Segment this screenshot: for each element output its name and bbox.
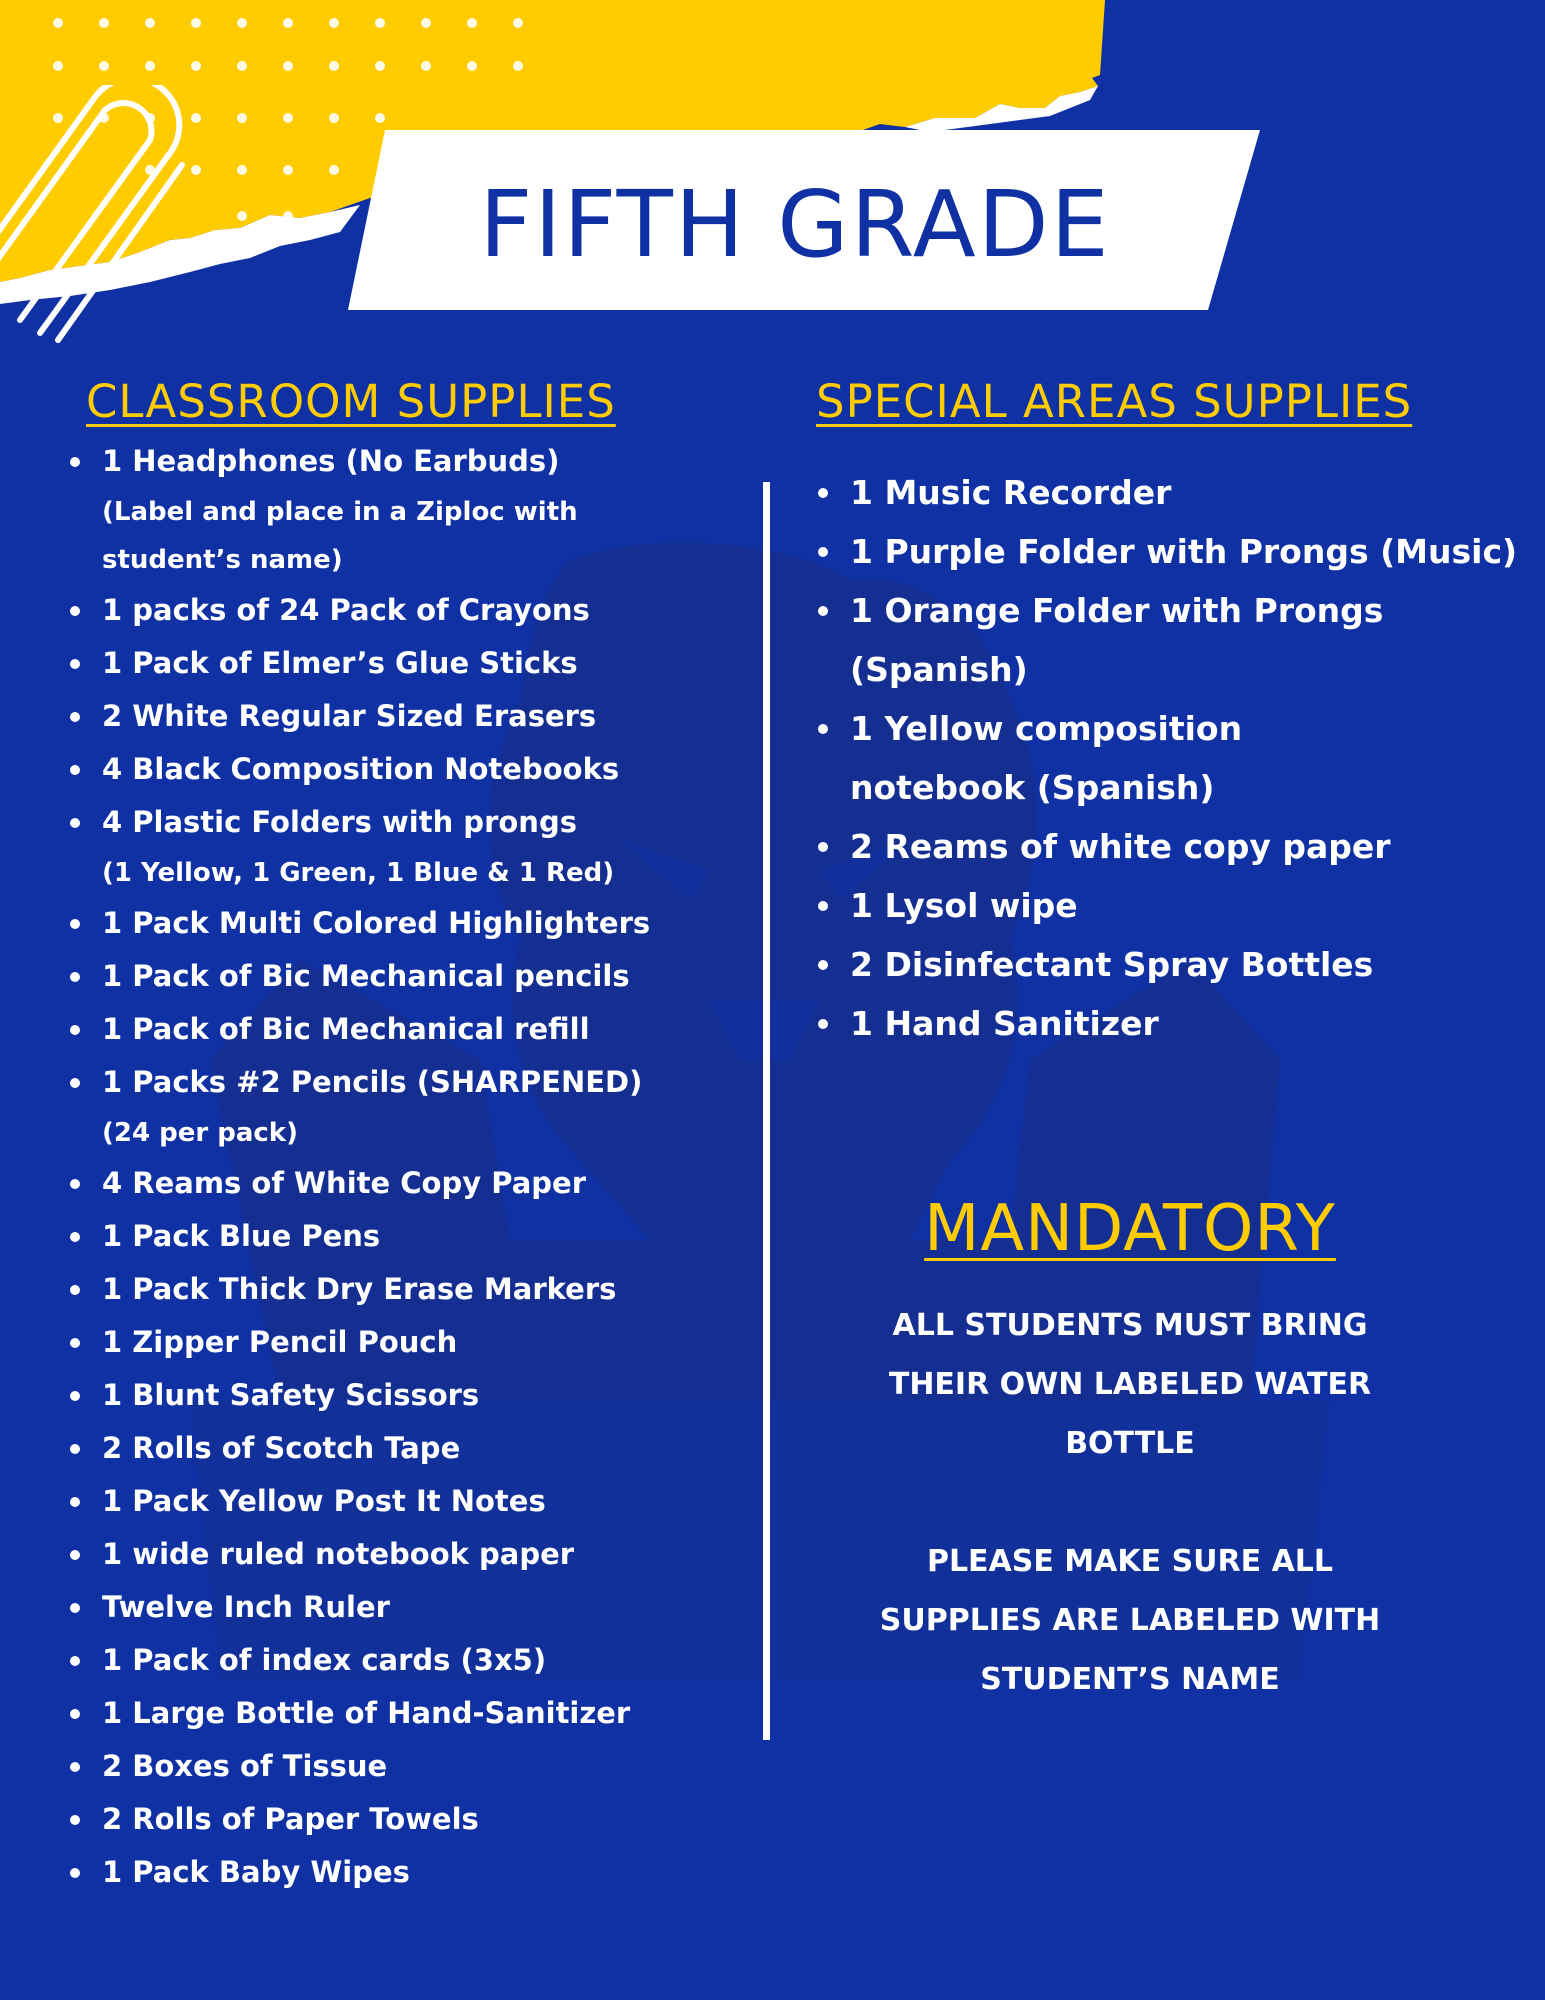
list-item: 1 Music Recorder (818, 463, 1518, 522)
list-item: 1 Large Bottle of Hand-Sanitizer (70, 1687, 710, 1740)
list-item: 1 Pack Blue Pens (70, 1210, 710, 1263)
list-item: 1 Hand Sanitizer (818, 994, 1518, 1053)
list-item: 4 Black Composition Notebooks (70, 743, 710, 796)
column-divider (763, 482, 770, 1740)
list-item: 1 Pack Multi Colored Highlighters (70, 897, 710, 950)
list-item: 2 Rolls of Paper Towels (70, 1793, 710, 1846)
page-title: FIFTH GRADE (479, 171, 1111, 278)
list-item: 1 Zipper Pencil Pouch (70, 1316, 710, 1369)
list-item: 4 Reams of White Copy Paper (70, 1157, 710, 1210)
list-item: 1 Pack of Elmer’s Glue Sticks (70, 637, 710, 690)
list-item: 1 Pack of index cards (3x5) (70, 1634, 710, 1687)
list-item: 4 Plastic Folders with prongs (1 Yellow, 1 Green, 1 Blue & 1 Red) (70, 796, 710, 897)
list-item: Twelve Inch Ruler (70, 1581, 710, 1634)
list-item: 2 Disinfectant Spray Bottles (818, 935, 1518, 994)
list-item: 1 Yellow composition notebook (Spanish) (818, 699, 1410, 817)
water-bottle-notice: ALL STUDENTS MUST BRING THEIR OWN LABELED WATER BOTTLE (888, 1308, 1372, 1461)
list-item: 2 Reams of white copy paper (818, 817, 1518, 876)
list-item: 1 Headphones (No Earbuds) (Label and place in a Ziploc with student’s name) (70, 435, 710, 584)
classroom-supplies-heading: CLASSROOM SUPPLIES (86, 375, 616, 428)
mandatory-heading: MANDATORY (924, 1192, 1336, 1266)
list-item: 1 packs of 24 Pack of Crayons (70, 584, 710, 637)
list-item: 1 Purple Folder with Prongs (Music) (818, 522, 1518, 581)
special-areas-supplies-list (818, 463, 1518, 1053)
list-item: 1 Lysol wipe (818, 876, 1518, 935)
list-item: 1 Blunt Safety Scissors (70, 1369, 710, 1422)
list-item: 1 Packs #2 Pencils (SHARPENED) (24 per pack) (70, 1056, 710, 1157)
list-item: 1 Orange Folder with Prongs (Spanish) (818, 581, 1518, 699)
list-item: 1 Pack Thick Dry Erase Markers (70, 1263, 710, 1316)
list-item: 1 Pack Yellow Post It Notes (70, 1475, 710, 1528)
list-item: 1 wide ruled notebook paper (70, 1528, 710, 1581)
list-item: 2 White Regular Sized Erasers (70, 690, 710, 743)
list-item: 1 Pack Baby Wipes (70, 1846, 710, 1899)
list-item: 1 Pack of Bic Mechanical refill (70, 1003, 710, 1056)
list-item: 2 Boxes of Tissue (70, 1740, 710, 1793)
classroom-supplies-list (70, 435, 710, 1899)
label-supplies-notice: PLEASE MAKE SURE ALL SUPPLIES ARE LABELED WITH STUDENT’S NAME (879, 1544, 1381, 1697)
list-item: 2 Rolls of Scotch Tape (70, 1422, 710, 1475)
list-item: 1 Pack of Bic Mechanical pencils (70, 950, 710, 1003)
special-areas-supplies-heading: SPECIAL AREAS SUPPLIES (816, 375, 1413, 428)
